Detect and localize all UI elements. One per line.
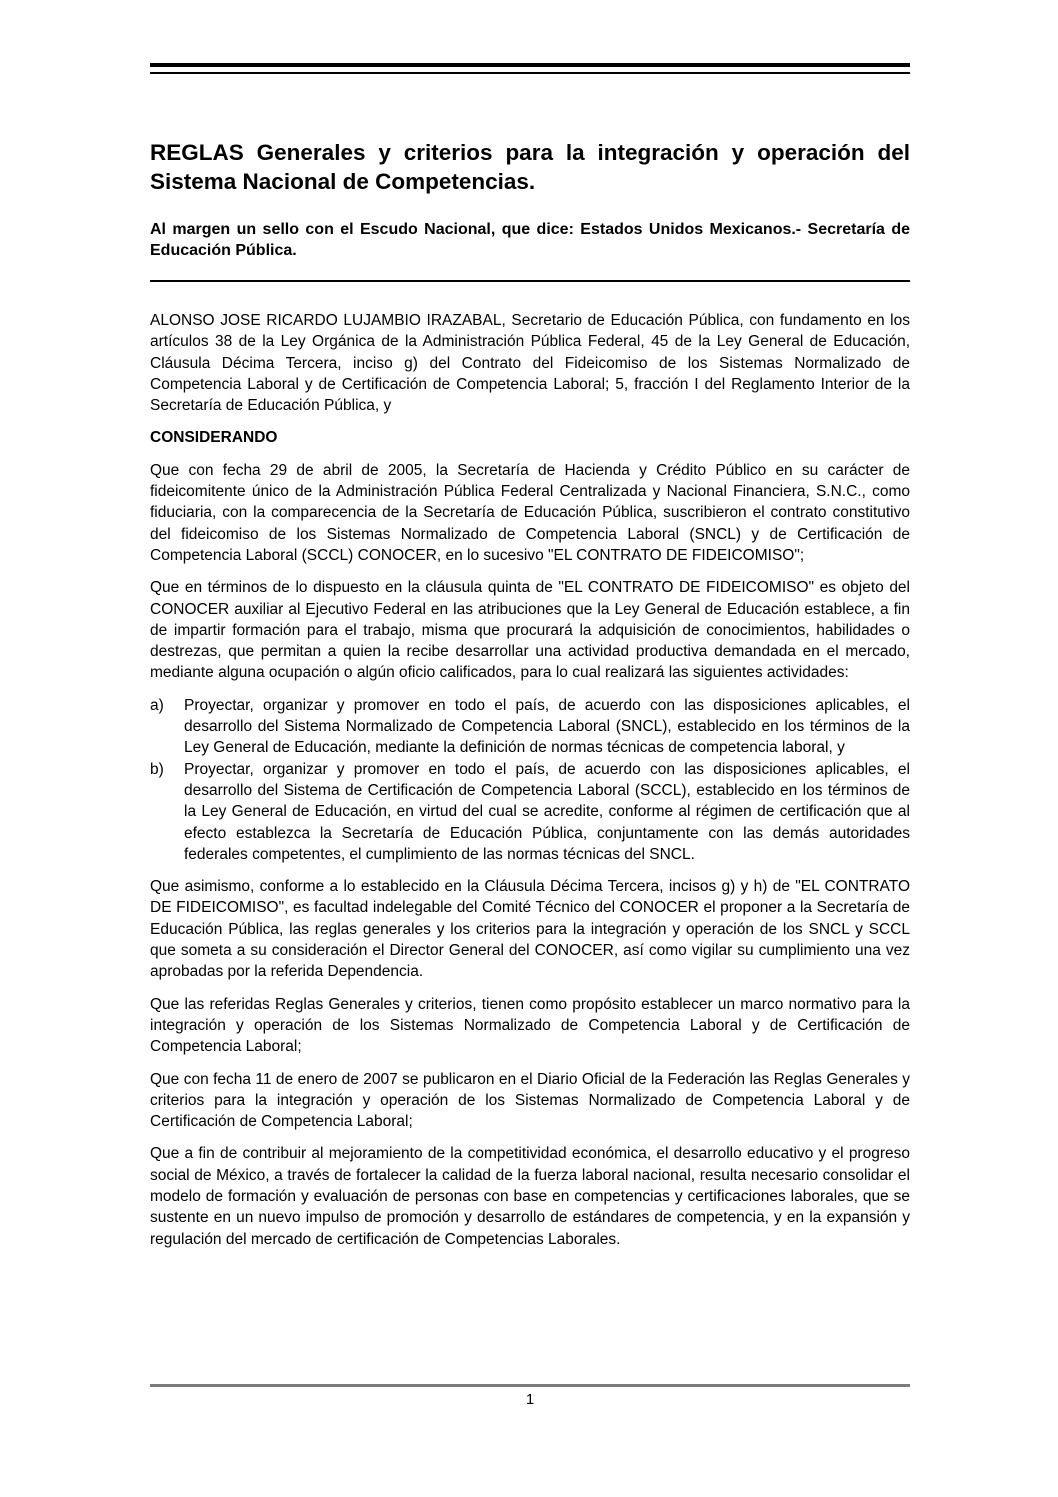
top-double-rule (150, 63, 910, 74)
document-title: REGLAS Generales y criterios para la integración y operación del Sistema Nacional de Competencias. (150, 140, 910, 194)
paragraph-clausula-quinta: Que en términos de lo dispuesto en la cláusula quinta de "EL CONTRATO DE FIDEICOMISO" es objeto del CONOCER auxiliar al Ejecutivo Federal en las atribuciones que la Ley General de Educación establece, a fin de impartir formación para el trabajo, misma que procurará la adquisición de conocimientos, habilidades o destrezas, que permitan a quien la recibe desarrollar una actividad productiva demandada en el mercado, mediante alguna ocupación o algún oficio calificados, para lo cual realizará las siguientes actividades: (150, 579, 910, 682)
paragraph-marco-normativo: Que las referidas Reglas Generales y criterios, tienen como propósito establecer un marco normativo para la integración y operación de los Sistemas Normalizado de Competencia Laboral y de Certificación de Competencia Laboral; (150, 995, 910, 1056)
page-footer (150, 1384, 910, 1409)
paragraph-comite-tecnico: Que asimismo, conforme a lo establecido en la Cláusula Décima Tercera, incisos g) y h) de "EL CONTRATO DE FIDEICOMISO", es facultad indelegable del Comité Técnico del CONOCER el proponer a la Secretaría de Educación Pública, las reglas generales y los criterios para la integración y operación de los SNCL y SCCL que someta a su consideración el Director General del CONOCER, así como vigilar su cumplimiento una vez aprobadas por la referida Dependencia. (150, 878, 910, 981)
list-marker-b: b) (150, 760, 164, 778)
list-item-b (150, 759, 910, 865)
lettered-list (150, 695, 910, 865)
intro-paragraph: ALONSO JOSE RICARDO LUJAMBIO IRAZABAL, Secretario de Educación Pública, con fundamento en los artículos 38 de la Ley Orgánica de la Administración Pública Federal, 45 de la Ley General de Educación, Cláusula Décima Tercera, inciso g) del Contrato del Fideicomiso de los Sistemas Normalizado de Competencia Laboral y de Certificación de Competencia Laboral; 5, fracción I del Reglamento Interior de la Secretaría de Educación Pública, y (150, 312, 910, 415)
page-number: 1 (525, 1391, 535, 1408)
considerando-heading: CONSIDERANDO (150, 429, 278, 447)
list-item-b-text: Proyectar, organizar y promover en todo el país, de acuerdo con las disposiciones aplicables, el desarrollo del Sistema de Certificación de Competencia Laboral (SCCL), establecido en los términos de la Ley General de Educación, en virtud del cual se acredite, conforme al régimen de certificación que al efecto establezca la Secretaría de Educación Pública, conjuntamente con las demás autoridades federales competentes, el cumplimiento de las normas técnicas del SNCL. (184, 760, 910, 863)
margin-note: Al margen un sello con el Escudo Nacional, que dice: Estados Unidos Mexicanos.- Secretaría de Educación Pública. (150, 221, 910, 259)
paragraph-contrato-2005: Que con fecha 29 de abril de 2005, la Secretaría de Hacienda y Crédito Público en su carácter de fideicomitente único de la Administración Pública Federal Centralizada y Nacional Financiera, S.N.C., como fiduciaria, con la comparecencia de la Secretaría de Educación Pública, suscribieron el contrato constitutivo del fideicomiso de los Sistemas Normalizado de Competencia Laboral (SNCL) y de Certificación de Competencia Laboral (SCCL) CONOCER, en lo sucesivo "EL CONTRATO DE FIDEICOMISO"; (150, 461, 910, 564)
list-marker-a: a) (150, 696, 164, 714)
paragraph-publicacion-2007: Que con fecha 11 de enero de 2007 se publicaron en el Diario Oficial de la Federación las Reglas Generales y criterios para la integración y operación de los Sistemas Normalizado de Competencia Laboral y de Certificación de Competencia Laboral; (150, 1070, 910, 1131)
list-item-a (150, 695, 910, 759)
paragraph-competitividad: Que a fin de contribuir al mejoramiento de la competitividad económica, el desarrollo educativo y el progreso social de México, a través de fortalecer la calidad de la fuerza laboral nacional, resulta necesario consolidar el modelo de formación y evaluación de personas con base en competencias y certificaciones laborales, que se sustente en un nuevo impulso de promoción y desarrollo de estándares de competencia, y en la expansión y regulación del mercado de certificación de Competencias Laborales. (150, 1145, 910, 1248)
divider-rule (150, 280, 910, 282)
footer-rule (150, 1384, 910, 1387)
list-item-a-text: Proyectar, organizar y promover en todo el país, de acuerdo con las disposiciones aplicables, el desarrollo del Sistema Normalizado de Competencia Laboral (SNCL), establecido en los términos de la Ley General de Educación, mediante la definición de normas técnicas de competencia laboral, y (184, 696, 910, 757)
